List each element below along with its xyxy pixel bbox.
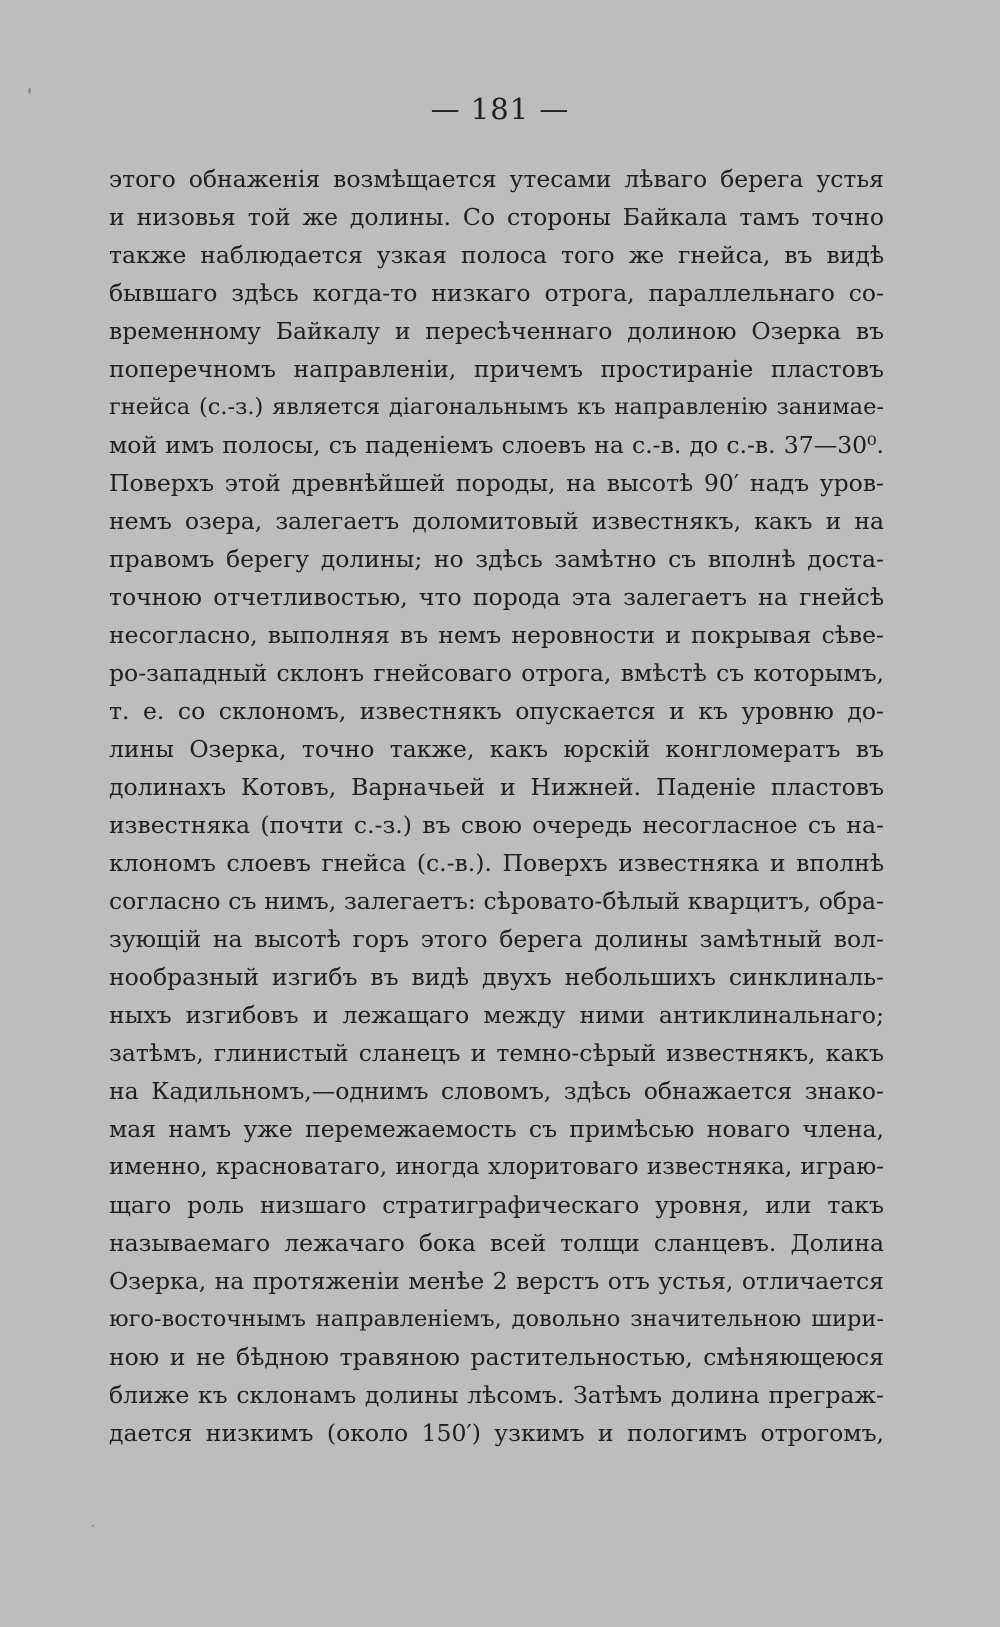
text-line: щаго роль низшаго стратиграфическаго уровня, или такъ	[109, 1191, 884, 1219]
text-line: Озерка, на протяженіи менѣе 2 верстъ отъ устья, отличается	[109, 1267, 884, 1295]
scan-speck	[92, 1525, 94, 1527]
text-line: точною отчетливостью, что порода эта залегаетъ на гнейсѣ	[109, 583, 884, 611]
text-line: гнейса (с.-з.) является діагональнымъ къ направленію занимае-	[109, 394, 884, 420]
text-line: клономъ слоевъ гнейса (с.-в.). Поверхъ известняка и вполнѣ	[109, 849, 884, 877]
text-line: дается низкимъ (около 150′) узкимъ и пологимъ отрогомъ,	[109, 1419, 884, 1447]
text-line: мая намъ уже перемежаемость съ примѣсью новаго члена,	[109, 1115, 884, 1143]
text-line: зующій на высотѣ горъ этого берега долины замѣтный вол-	[109, 925, 884, 953]
text-line: бывшаго здѣсь когда-то низкаго отрога, параллельнаго со-	[109, 279, 884, 307]
text-line: затѣмъ, глинистый сланецъ и темно-сѣрый известнякъ, какъ	[109, 1039, 884, 1067]
text-line: мой имъ полосы, съ паденіемъ слоевъ на с.-в. до с.-в. 37—30⁰.	[109, 431, 884, 459]
text-line: поперечномъ направленіи, причемъ простираніе пластовъ	[109, 355, 884, 383]
text-line: несогласно, выполняя въ немъ неровности и покрывая сѣве-	[109, 621, 884, 649]
text-line: и низовья той же долины. Со стороны Байкала тамъ точно	[109, 203, 884, 231]
text-line: Поверхъ этой древнѣйшей породы, на высотѣ 90′ надъ уров-	[109, 469, 884, 497]
text-line: согласно съ нимъ, залегаетъ: сѣровато-бѣлый кварцитъ, обра-	[109, 887, 884, 915]
text-line: ро-западный склонъ гнейсоваго отрога, вмѣстѣ съ которымъ,	[109, 659, 884, 687]
text-line: ближе къ склонамъ долины лѣсомъ. Затѣмъ долина преграж-	[109, 1381, 884, 1409]
text-line: немъ озера, залегаетъ доломитовый известнякъ, какъ и на	[109, 507, 884, 535]
text-line: также наблюдается узкая полоса того же гнейса, въ видѣ	[109, 241, 884, 269]
text-line: именно, красноватаго, иногда хлоритоваго известняка, играю-	[109, 1154, 884, 1180]
text-line: этого обнаженія возмѣщается утесами лѣваго берега устья	[109, 165, 884, 193]
text-line: т. е. со склономъ, известнякъ опускается и къ уровню до-	[109, 697, 884, 725]
text-line: ныхъ изгибовъ и лежащаго между ними антиклинальнаго;	[109, 1001, 884, 1029]
text-line: называемаго лежачаго бока всей толщи сланцевъ. Долина	[109, 1229, 884, 1257]
text-line: юго-восточнымъ направленіемъ, довольно значительною шири-	[109, 1306, 884, 1332]
text-line: лины Озерка, точно также, какъ юрскій конгломератъ въ	[109, 735, 884, 763]
text-line: временному Байкалу и пересѣченнаго долиною Озерка въ	[109, 317, 884, 345]
text-line: нообразный изгибъ въ видѣ двухъ небольшихъ синклиналь-	[109, 963, 884, 991]
text-line: долинахъ Котовъ, Варначьей и Нижней. Паденіе пластовъ	[109, 773, 884, 801]
text-line: правомъ берегу долины; но здѣсь замѣтно съ вполнѣ доста-	[109, 545, 884, 573]
text-line: на Кадильномъ,—однимъ словомъ, здѣсь обнажается знако-	[109, 1077, 884, 1105]
scan-speck	[28, 88, 31, 94]
page-number: — 181 —	[430, 92, 570, 126]
body-text	[109, 160, 884, 1452]
text-line: известняка (почти с.-з.) въ свою очередь несогласное съ на-	[109, 811, 884, 839]
text-line: ною и не бѣдною травяною растительностью, смѣняющеюся	[109, 1343, 884, 1371]
